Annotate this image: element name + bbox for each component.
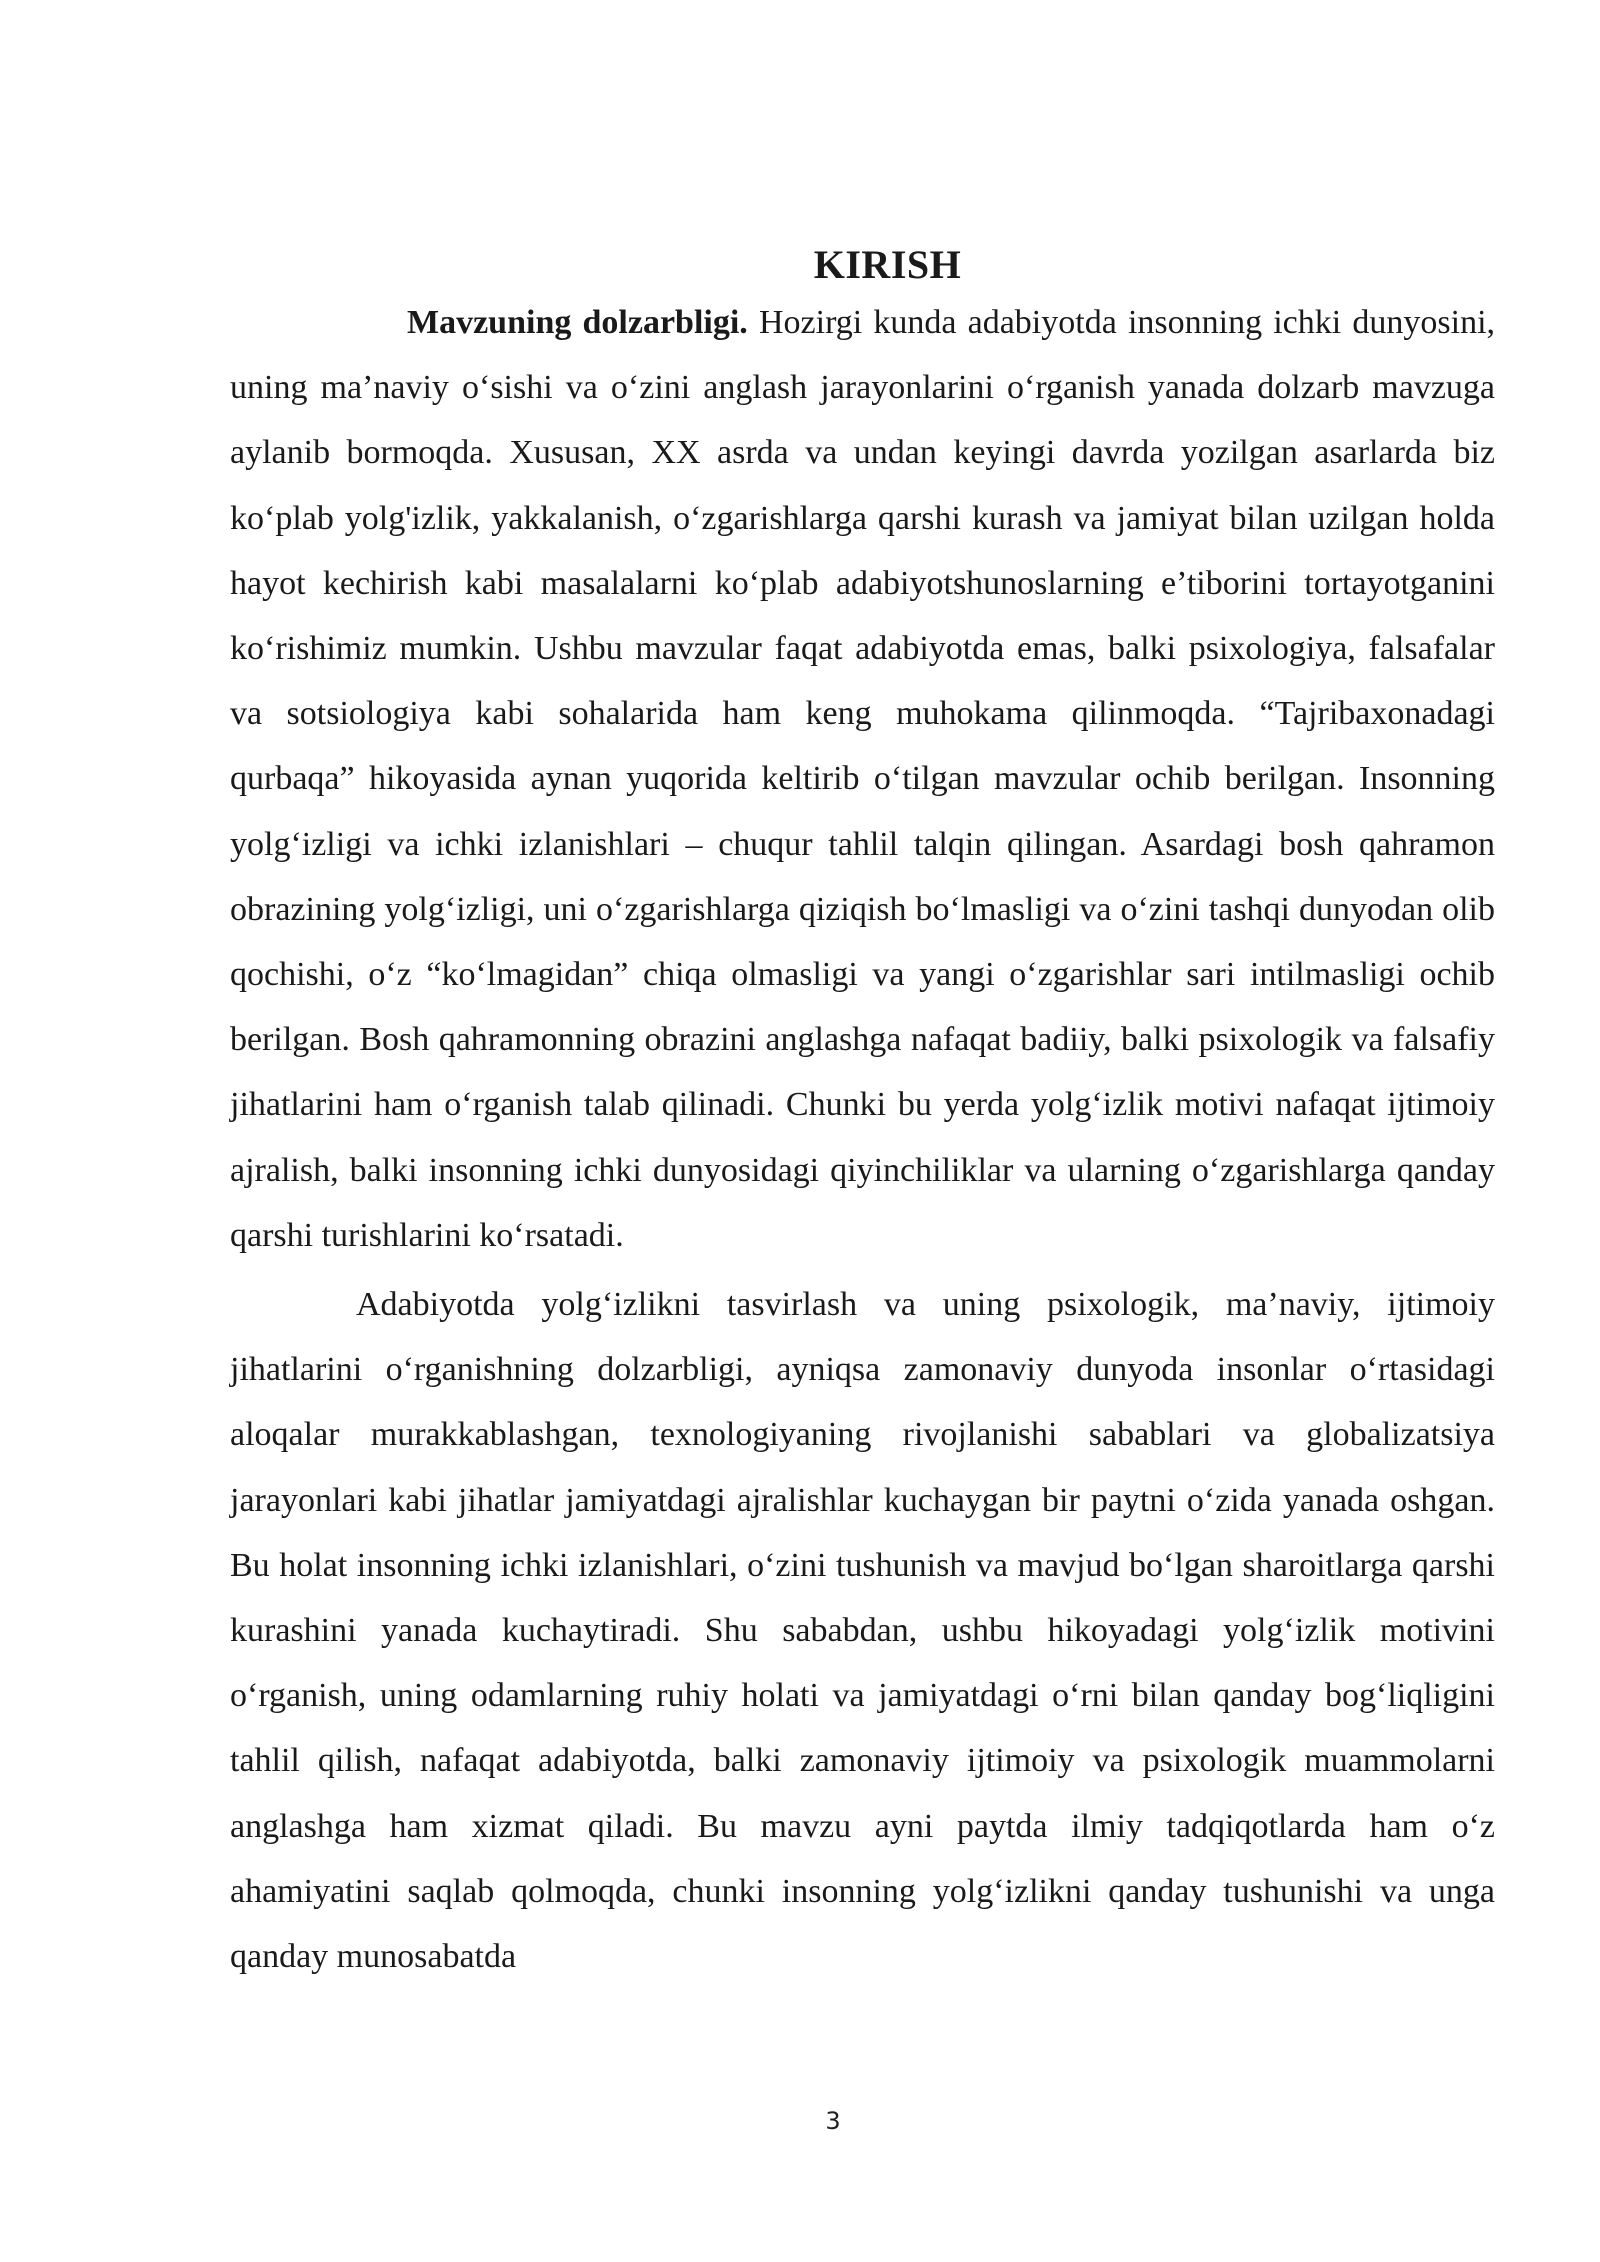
section-title: KIRISH [813, 242, 962, 287]
paragraph-text-2: Adabiyotda yolg‘izlikni tasvirlash va uning psixologik, ma’naviy, ijtimoiy jihatlarini o‘rganishning dolzarbligi, ayniqsa zamonaviy dunyoda insonlar o‘rtasidagi aloqalar murakkablashgan, texnologiyaning rivojlanishi sabablari va globalizatsiya jarayonlari kabi jihatlar jamiyatdagi ajralishlar kuchaygan bir paytni o‘zida yanada oshgan. Bu holat insonning ichki izlanishlari, o‘zini tushunish va mavjud bo‘lgan sharoitlarga qarshi kurashini yanada kuchaytiradi. Shu sababdan, ushbu hikoyadagi yolg‘izlik motivini o‘rganish, uning odamlarning ruhiy holati va jamiyatdagi o‘rni bilan qanday bog‘liqligini tahlil qilish, nafaqat adabiyotda, balki zamonaviy ijtimoiy va psixologik muammolarni anglashga ham xizmat qiladi. Bu mavzu ayni paytda ilmiy tadqiqotlarda ham o‘z ahamiyatini saqlab qolmoqda, chunki insonning yolg‘izlikni qanday tushunishi va unga qanday munosabatda [230, 1286, 1495, 1976]
page-content [230, 240, 1495, 1989]
paragraph-lead-heading: Mavzuning dolzarbligi. [407, 304, 748, 341]
paragraph-text-1: Hozirgi kunda adabiyotda insonning ichki dunyosini, uning ma’naviy o‘sishi va o‘zini anglash jarayonlarini o‘rganish yanada dolzarb mavzuga aylanib bormoqda. Xususan, XX asrda va undan keyingi davrda yozilgan asarlarda biz ko‘plab yolg'izlik, yakkalanish, o‘zgarishlarga qarshi kurash va jamiyat bilan uzilgan holda hayot kechirish kabi masalalarni ko‘plab adabiyotshunoslarning e’tiborini tortayotganini ko‘rishimiz mumkin. Ushbu mavzular faqat adabiyotda emas, balki psixologiya, falsafalar va sotsiologiya kabi sohalarida ham keng muhokama qilinmoqda. “Tajribaxonadagi qurbaqa” hikoyasida aynan yuqorida keltirib o‘tilgan mavzular ochib berilgan. Insonning yolg‘izligi va ichki izlanishlari – chuqur tahlil talqin qilingan. Asardagi bosh qahramon obrazining yolg‘izligi, uni o‘zgarishlarga qiziqish bo‘lmasligi va o‘zini tashqi dunyodan olib qochishi, o‘z “ko‘lmagidan” chiqa olmasligi va yangi o‘zgarishlar sari intilmasligi ochib berilgan. Bosh qahramonning obrazini anglashga nafaqat badiiy, balki psixologik va falsafiy jihatlarini ham o‘rganish talab qilinadi. Chunki bu yerda yolg‘izlik motivi nafaqat ijtimoiy ajralish, balki insonning ichki dunyosidagi qiyinchiliklar va ularning o‘zgarishlarga qanday qarshi turishlarini ko‘rsatadi. [230, 304, 1496, 1254]
page-number: 3 [825, 2107, 841, 2135]
body-paragraph-1 [230, 290, 1495, 1268]
body-paragraph-2 [230, 1272, 1495, 1989]
